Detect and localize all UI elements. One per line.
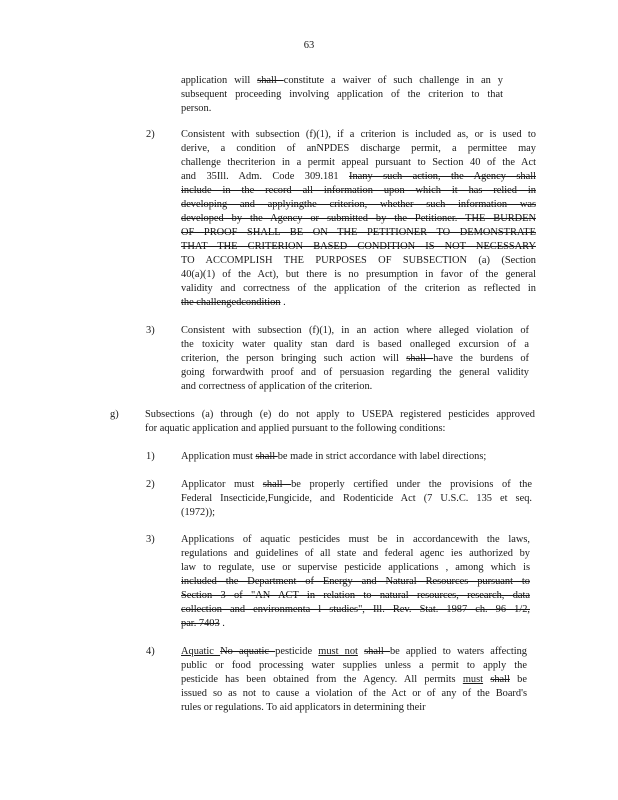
text-run: Applications of aquatic pesticides must be in accordancewith the laws,	[181, 534, 530, 545]
inserted-text: Aquatic	[181, 646, 221, 657]
text-run: pesticide has been obtained from the Agency. All permits	[181, 674, 463, 685]
text-run: TO ACCOMPLISH THE PURPOSES OF SUBSECTION (a) (Section	[181, 255, 536, 266]
item-g1-label: 1)	[146, 451, 155, 462]
text-line	[181, 673, 527, 687]
deleted-text: included the Department of Energy and Natural Resources pursuant to	[181, 576, 530, 587]
text-run: .	[280, 297, 286, 308]
deleted-text: shall	[364, 646, 390, 657]
item-g4-text	[181, 645, 527, 715]
text-line	[145, 408, 535, 422]
text-line	[181, 380, 529, 394]
text-run: regulations and guidelines of all state and federal agenc ies authorized by	[181, 548, 530, 559]
text-line	[181, 240, 536, 254]
text-line	[181, 170, 536, 184]
deleted-text: shall	[490, 674, 510, 685]
text-line	[181, 156, 536, 170]
text-line	[181, 74, 503, 88]
text-run: 40(a)(1) of the Act), but there is no presumption in favor of the general	[181, 269, 536, 280]
deleted-text: developing and applyingthe criterion, whether such information was	[181, 199, 536, 210]
item-g3-label: 3)	[146, 534, 155, 545]
item-g2-text	[181, 478, 532, 520]
text-run: public or food processing water supplies unless a permit to apply the	[181, 660, 527, 671]
text-run: .	[219, 618, 225, 629]
text-run: criterion, the person bringing such action will	[181, 353, 407, 364]
text-line	[181, 506, 532, 520]
section-g-text	[145, 408, 535, 436]
text-line	[181, 184, 536, 198]
text-line	[181, 324, 529, 338]
deleted-text: shall	[406, 353, 434, 364]
text-line	[181, 296, 536, 310]
text-run: Consistent with subsection (f)(1), in an action where alleged violation of	[181, 325, 529, 336]
text-line	[181, 561, 530, 575]
text-run: constitute a waiver of such challenge in an y	[283, 75, 503, 86]
item-g3-text	[181, 533, 530, 631]
text-run: law to regulate, use or supervise pesticide applications , among which is	[181, 562, 530, 573]
text-line	[181, 88, 503, 102]
item-f2-label: 2)	[146, 129, 155, 140]
text-line	[181, 198, 536, 212]
item-g2-label: 2)	[146, 479, 155, 490]
text-run: be	[509, 674, 527, 685]
deleted-text: par. 7403	[181, 618, 220, 629]
text-line	[181, 282, 536, 296]
item-g1-text	[181, 450, 523, 464]
text-run: (1972));	[181, 507, 216, 518]
text-run: be properly certified under the provisions of the	[291, 479, 532, 490]
deleted-text: the challengedcondition	[181, 297, 281, 308]
text-run: going forwardwith proof and of persuasion regarding the general validity	[181, 367, 529, 378]
text-run: the toxicity water quality stan dard is based onalleged excursion of a	[181, 339, 529, 350]
deleted-text: OF PROOF SHALL BE ON THE PETITIONER TO DEMONSTRATE	[181, 227, 536, 238]
inserted-text: must	[462, 674, 484, 685]
deleted-text: No aquatic	[220, 646, 276, 657]
text-line	[181, 701, 527, 715]
text-run: rules or regulations. To aid applicators in determining their	[181, 702, 426, 713]
text-run: pesticide	[275, 646, 319, 657]
inserted-text: must not	[318, 646, 358, 657]
text-line	[181, 212, 536, 226]
text-line	[181, 226, 536, 240]
text-line	[181, 338, 529, 352]
text-line	[181, 659, 527, 673]
text-run: Consistent with subsection (f)(1), if a criterion is included as, or is used to	[181, 129, 536, 140]
text-line	[181, 603, 530, 617]
deleted-text: collection and environmenta l studies", Ill. Rev. Stat. 1987 ch. 96 1/2,	[181, 604, 530, 615]
deleted-text: shall	[262, 479, 292, 490]
text-run: be applied to waters affecting	[389, 646, 527, 657]
text-line	[181, 450, 523, 464]
deleted-text: Section 3 of "AN ACT in relation to natural resources, research, data	[181, 590, 530, 601]
text-run: and 35Ill. Adm. Code 309.181	[181, 171, 349, 182]
text-run: challenge thecriterion in a permit appeal pursuant to Section 40 of the Act	[181, 157, 536, 168]
text-line	[181, 478, 532, 492]
continuation-paragraph	[181, 74, 503, 116]
text-line	[181, 352, 529, 366]
item-f2-text	[181, 128, 536, 310]
text-run: application will	[181, 75, 258, 86]
text-line	[181, 547, 530, 561]
text-run: issued so as not to cause a violation of the Act or of any of the Board's	[181, 688, 527, 699]
deleted-text: shall	[257, 75, 284, 86]
text-run: for aquatic application and applied pursuant to the following conditions:	[145, 423, 446, 434]
text-line	[181, 102, 503, 116]
text-line	[181, 589, 530, 603]
text-line	[181, 254, 536, 268]
text-line	[181, 128, 536, 142]
item-f3-label: 3)	[146, 325, 155, 336]
section-g-label: g)	[110, 409, 119, 420]
text-run: Application must	[181, 451, 256, 462]
text-line	[181, 366, 529, 380]
text-line	[181, 492, 532, 506]
text-line	[181, 617, 530, 631]
text-line	[181, 575, 530, 589]
deleted-text: THAT THE CRITERION BASED CONDITION IS NOT NECESSARY	[181, 241, 536, 252]
text-run: have the burdens of	[433, 353, 530, 364]
text-run: person.	[181, 103, 212, 114]
text-line	[145, 422, 535, 436]
text-line	[181, 533, 530, 547]
text-run: validity and correctness of the application of the criterion as reflected in	[181, 283, 536, 294]
text-run: and correctness of application of the criterion.	[181, 381, 373, 392]
text-line	[181, 687, 527, 701]
deleted-text: shall	[255, 451, 278, 462]
deleted-text: Inany such action, the Agency shall	[348, 171, 536, 182]
text-run: subsequent proceeding involving application of the criterion to that	[181, 89, 503, 100]
page-number: 63	[303, 40, 315, 51]
deleted-text: include in the record all information upon which it has relied in	[181, 185, 536, 196]
item-f3-text	[181, 324, 529, 394]
text-line	[181, 645, 527, 659]
text-run: Federal Insecticide,Fungicide, and Rodenticide Act (7 U.S.C. 135 et seq.	[181, 493, 532, 504]
item-g4-label: 4)	[146, 646, 155, 657]
text-run: derive, a condition of anNPDES discharge permit, a permittee may	[181, 143, 536, 154]
text-line	[181, 268, 536, 282]
text-run: Subsections (a) through (e) do not apply to USEPA registered pesticides approved	[145, 409, 535, 420]
deleted-text: developed by the Agency or submitted by the Petitioner. THE BURDEN	[181, 213, 536, 224]
text-run: be made in strict accordance with label directions;	[277, 451, 487, 462]
text-run: Applicator must	[181, 479, 263, 490]
text-line	[181, 142, 536, 156]
